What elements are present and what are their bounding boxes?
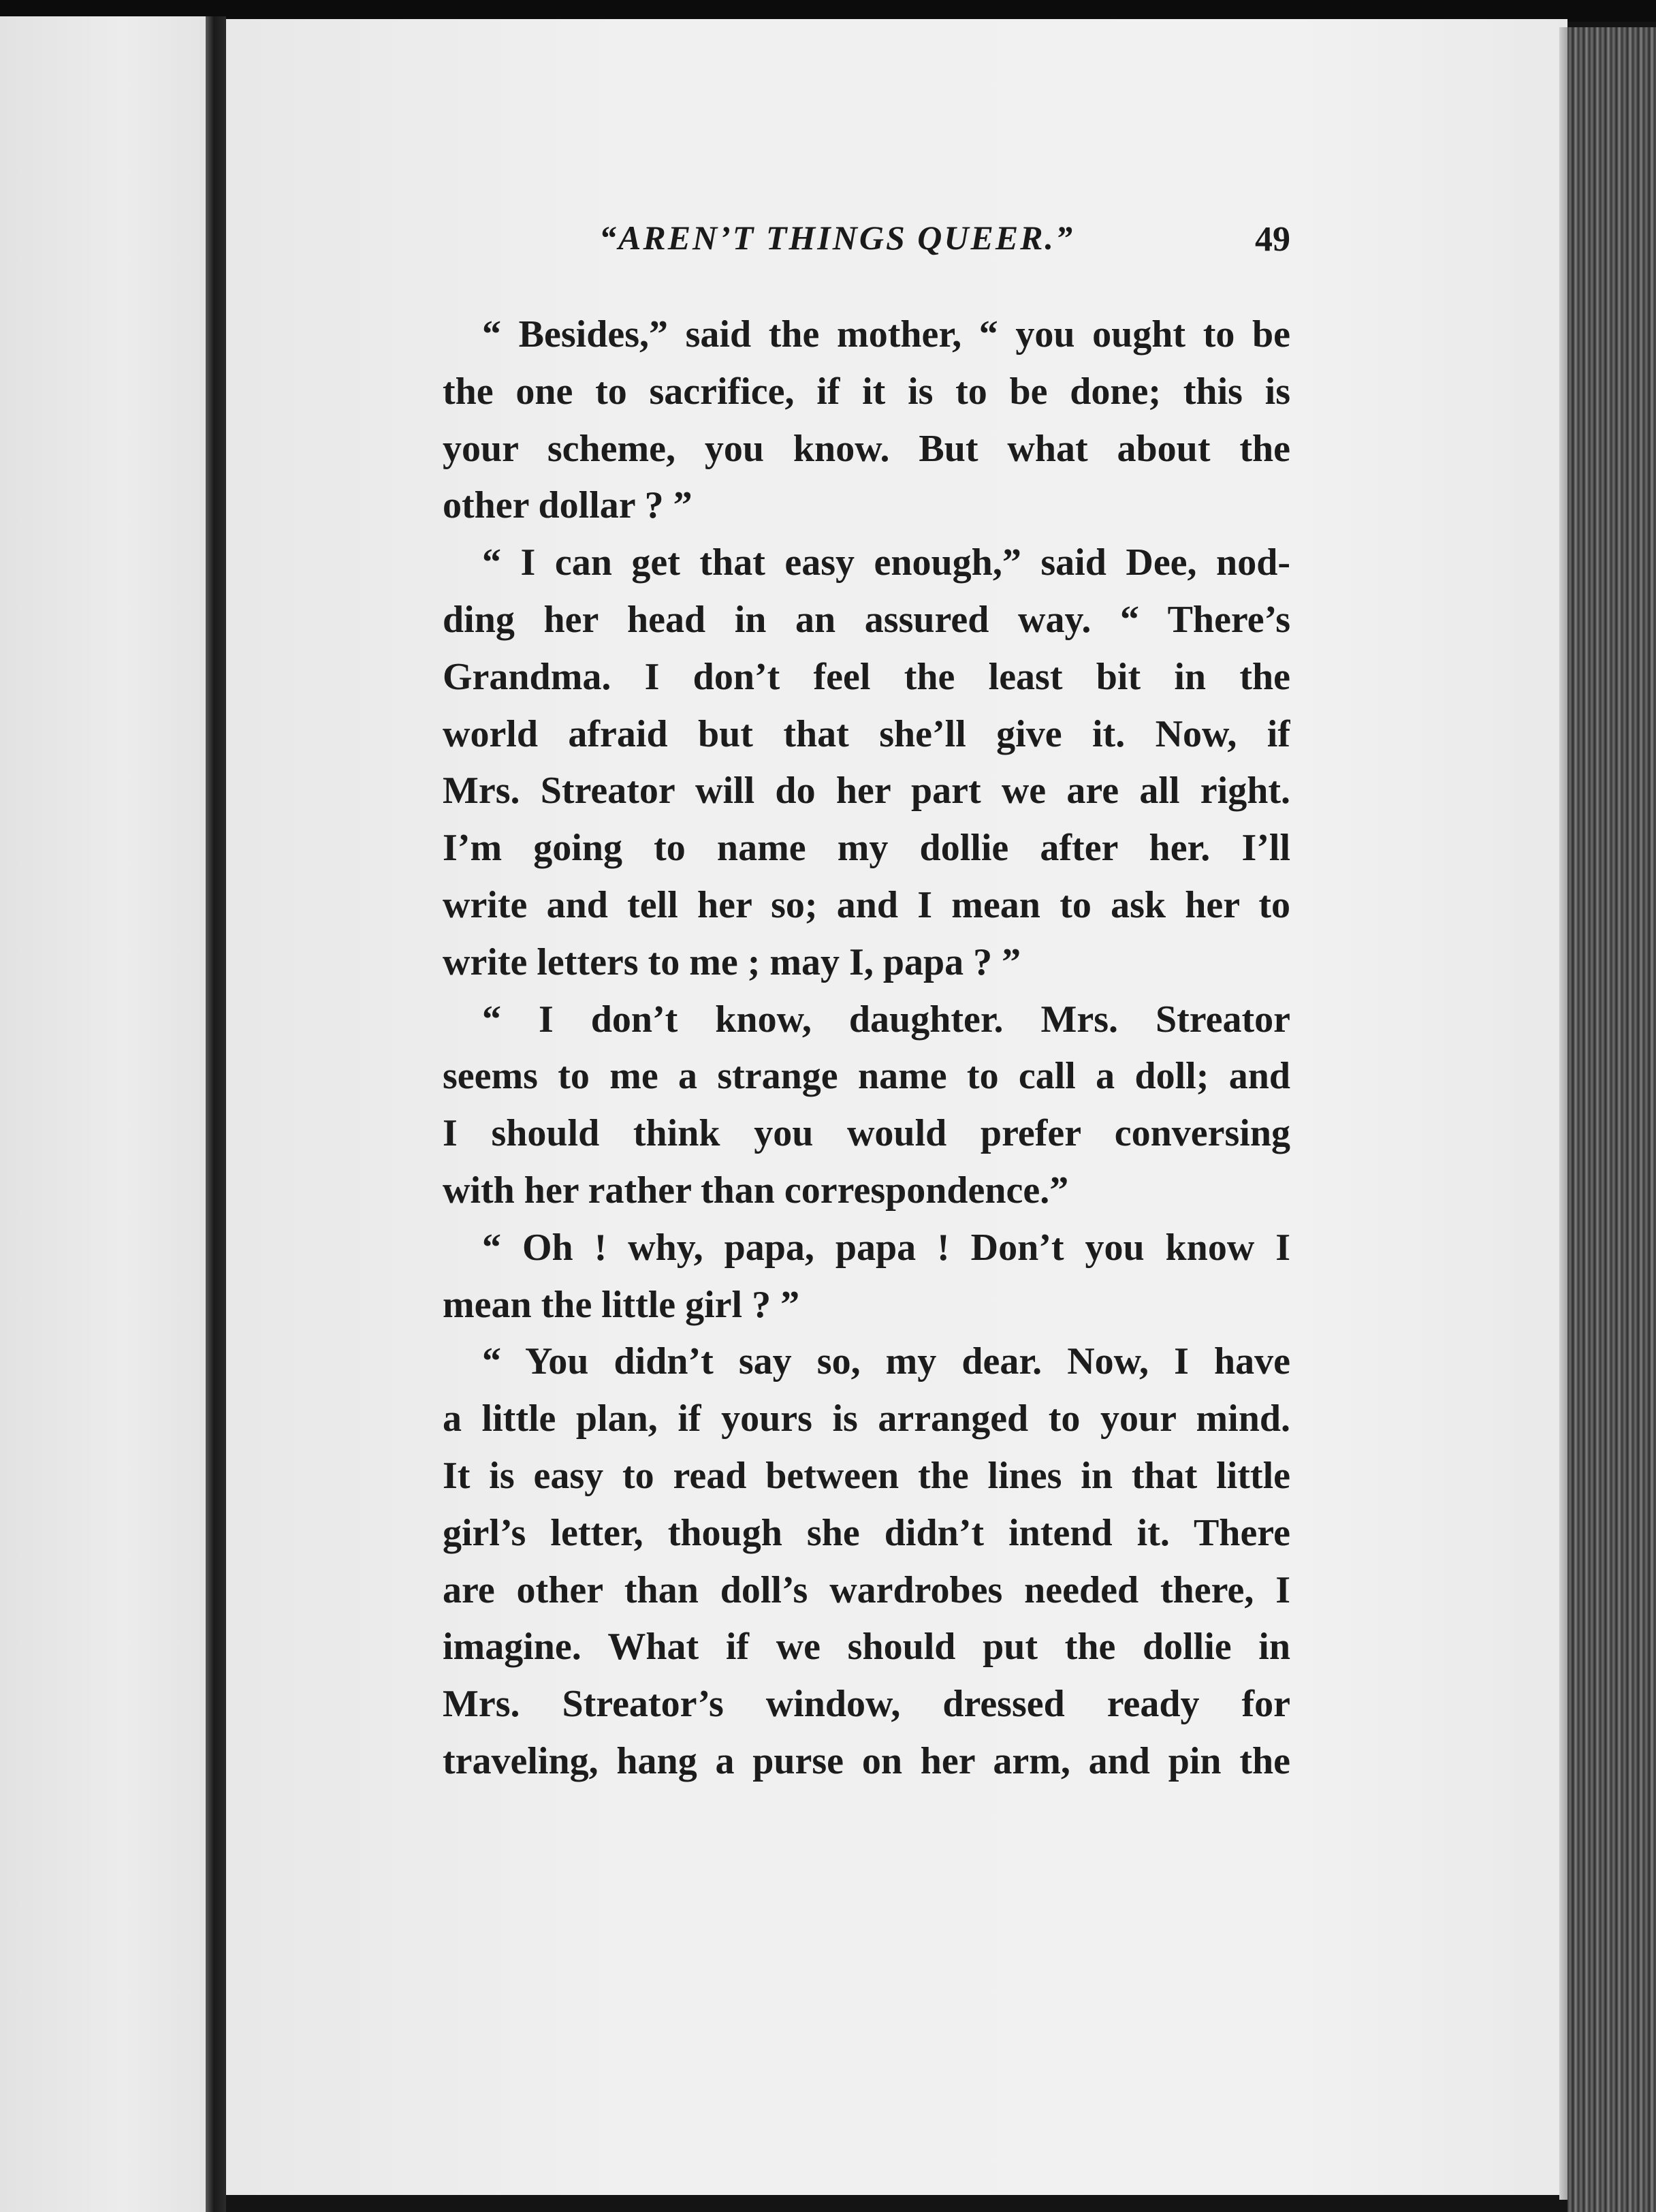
book-gutter xyxy=(206,16,226,2212)
text-line: are other than doll’s wardrobes needed there, I xyxy=(443,1568,1290,1611)
text-line: other dollar ? ” xyxy=(443,484,692,527)
text-line: It is easy to read between the lines in that little xyxy=(443,1454,1290,1497)
text-line: write and tell her so; and I mean to ask her to xyxy=(443,883,1290,926)
text-line: “ Besides,” said the mother, “ you ought to be xyxy=(482,313,1290,356)
text-line: seems to me a strange name to call a doll; and xyxy=(443,1055,1290,1098)
text-line: “ Oh ! why, papa, papa ! Don’t you know I xyxy=(482,1226,1290,1269)
facing-left-page xyxy=(0,16,206,2212)
text-line: a little plan, if yours is arranged to your mind. xyxy=(443,1397,1290,1440)
text-line: world afraid but that she’ll give it. Now, if xyxy=(443,712,1290,755)
text-line: Mrs. Streator’s window, dressed ready for xyxy=(443,1683,1290,1726)
text-line: write letters to me ; may I, papa ? ” xyxy=(443,941,1021,983)
text-line: I’m going to name my dollie after her. I’ll xyxy=(443,827,1290,870)
text-line: imagine. What if we should put the dollie in xyxy=(443,1626,1290,1669)
page-number: 49 xyxy=(1255,220,1290,259)
text-line: girl’s letter, though she didn’t intend it. There xyxy=(443,1511,1290,1554)
text-line: Mrs. Streator will do her part we are all right. xyxy=(443,770,1290,812)
running-head: “AREN’T THINGS QUEER.” xyxy=(599,219,1075,257)
text-line: “ I don’t know, daughter. Mrs. Streator xyxy=(482,998,1290,1041)
body-text xyxy=(443,306,1290,1790)
text-line: “ You didn’t say so, my dear. Now, I have xyxy=(482,1340,1290,1383)
text-line: I should think you would prefer conversing xyxy=(443,1112,1290,1155)
text-line: your scheme, you know. But what about the xyxy=(443,427,1290,470)
text-line: ding her head in an assured way. “ There’s xyxy=(443,598,1290,641)
page-edges-stack xyxy=(1567,27,1656,2212)
text-line: mean the little girl ? ” xyxy=(443,1283,800,1326)
text-line: traveling, hang a purse on her arm, and pin the xyxy=(443,1739,1290,1782)
text-line: with her rather than correspondence.” xyxy=(443,1169,1069,1212)
text-line: the one to sacrifice, if it is to be done; this is xyxy=(443,370,1290,413)
text-line: “ I can get that easy enough,” said Dee, nod- xyxy=(482,541,1290,584)
text-line: Grandma. I don’t feel the least bit in the xyxy=(443,655,1290,698)
